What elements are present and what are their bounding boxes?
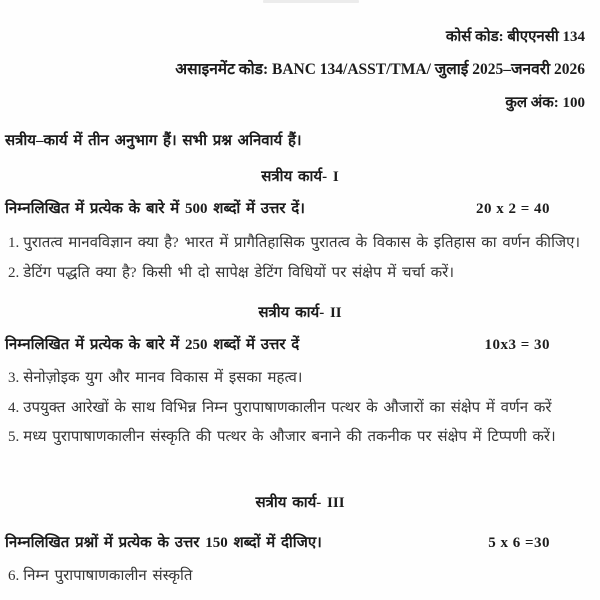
cut-off-text-fragment (263, 0, 359, 3)
question-1-number: 1. (8, 235, 20, 251)
question-2-number: 2. (8, 265, 20, 281)
question-1-text: पुरातत्व मानवविज्ञान क्या है? भारत में प्रागैतिहासिक पुरातत्व के विकास के इतिहास का वर्णन कीजिए। (23, 235, 581, 251)
section-3-marks: 5 x 6 =30 (488, 535, 550, 551)
question-3 (8, 368, 596, 388)
section-3-title: सत्रीय कार्य- III (255, 495, 345, 511)
section-2-instruction: निम्नलिखित में प्रत्येक के बारे में 250 शब्दों में उत्तर दें (5, 337, 300, 353)
total-marks-line: कुल अंक: 100 (505, 95, 585, 111)
question-5 (8, 427, 596, 447)
question-4-number: 4. (8, 400, 20, 416)
section-3-instruction: निम्नलिखित प्रश्नों में प्रत्येक के उत्तर 150 शब्दों में दीजिए। (5, 535, 322, 551)
section-2-instruction-row (5, 335, 600, 355)
question-5-text: मध्य पुरापाषाणकालीन संस्कृति की पत्थर के औजार बनाने की तकनीक पर संक्षेप में टिप्पणी करें। (23, 429, 556, 445)
question-6-text: निम्न पुरापाषाणकालीन संस्कृति (23, 568, 193, 584)
question-3-text: सेनोज़ोइक युग और मानव विकास में इसका महत्व। (23, 370, 303, 386)
section-1-marks: 20 x 2 = 40 (475, 201, 550, 217)
question-6-number: 6. (8, 568, 20, 584)
section-1-instruction: निम्नलिखित में प्रत्येक के बारे में 500 शब्दों में उत्तर दें। (5, 201, 305, 217)
course-code-line: कोर्स कोड: बीएएनसी 134 (445, 29, 585, 45)
section-1-title: सत्रीय कार्य- I (261, 169, 339, 185)
section-1-instruction-row (5, 199, 600, 219)
general-instruction: सत्रीय–कार्य में तीन अनुभाग हैं। सभी प्रश्न अनिवार्य हैं। (5, 133, 302, 149)
question-4 (8, 398, 596, 418)
question-6 (8, 566, 596, 586)
assignment-code-line: असाइनमेंट कोड: BANC 134/ASST/TMA/ जुलाई 2025–जनवरी 2026 (175, 61, 585, 78)
section-2-title: सत्रीय कार्य- II (258, 305, 342, 321)
question-3-number: 3. (8, 370, 20, 386)
question-1 (8, 233, 596, 253)
section-3-instruction-row (5, 533, 600, 553)
document-header (0, 0, 600, 113)
section-2-marks: 10x3 = 30 (484, 337, 550, 353)
question-2 (8, 263, 596, 283)
question-4-text: उपयुक्त आरेखों के साथ विभिन्न निम्न पुरापाषाणकालीन पत्थर के औजारों का संक्षेप में वर्णन करें (23, 400, 552, 416)
question-2-text: डेटिंग पद्धति क्या है? किसी भी दो सापेक्ष डेटिंग विधियों पर संक्षेप में चर्चा करें। (23, 265, 455, 281)
question-5-number: 5. (8, 429, 20, 445)
